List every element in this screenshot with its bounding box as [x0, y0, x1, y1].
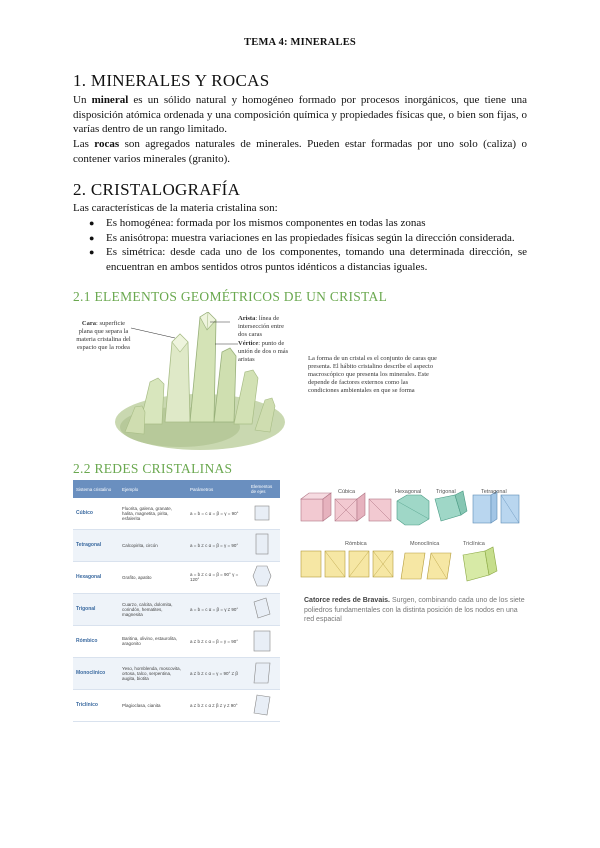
- cubic-lattice: [301, 493, 391, 521]
- hexagonal-lattice: [397, 495, 429, 525]
- lattice-label: Hexagonal: [395, 489, 422, 495]
- lattice-label: Rómbica: [345, 541, 367, 547]
- axes-diagram: [248, 689, 280, 721]
- document-title: TEMA 4: MINERALES: [244, 37, 356, 48]
- axes-diagram: [248, 625, 280, 657]
- tetragonal-lattice: [473, 491, 519, 523]
- table-row: Hexagonal Grafito, apatito a = b ≠ c α = β = 90° γ = 120°: [73, 561, 280, 593]
- lattice-label: Tetragonal: [481, 489, 507, 495]
- monoclinic-lattice: [401, 553, 451, 579]
- bravais-caption: Catorce redes de Bravais. Surgen, combinando cada uno de los siete poliedros fundamentales con la distinta posición de los nodos en una red espacial: [304, 597, 525, 623]
- triclinic-lattice: [463, 547, 497, 581]
- lattice-label: Cúbica: [338, 489, 356, 495]
- table-row: Cúbico Fluorita, galena, granate, halita, magnetita, pirita, esfalerita a = b = c α = β = γ = 90°: [73, 498, 280, 529]
- crystal-form-note: La forma de un cristal es el conjunto de caras que presenta. El hábito cristalino describe el aspecto macroscópico que presenta los minerales. Este depende de factores externos como las condiciones ambientales en que se forma: [308, 355, 437, 394]
- face-annotation: Cara: superficie plana que separa la materia cristalina del espacio que la rodea: [76, 320, 131, 351]
- lattice-label: Triclínica: [463, 541, 485, 547]
- axes-diagram: [248, 561, 280, 593]
- axes-diagram: [248, 657, 280, 689]
- section-2-intro: Las características de la materia cristalina son:: [73, 202, 278, 214]
- bullet-icon: ●: [89, 247, 95, 257]
- rock-definition: Las rocas son agregados naturales de minerales. Pueden estar formadas por uno solo (caliza) o contener varios minerales (granito).: [73, 138, 527, 165]
- table-header-row: [73, 480, 280, 498]
- orthorhombic-lattice: [301, 551, 393, 577]
- lattice-label: Trigonal: [436, 489, 456, 495]
- section-1-heading: 1. MINERALES Y ROCAS: [73, 71, 270, 90]
- bravais-lattices-figure: [297, 485, 527, 595]
- bullet-icon: ●: [89, 218, 95, 228]
- crystal-systems-table: [73, 480, 280, 722]
- table-row: Triclínico Plagioclasa, cianita a ≠ b ≠ c α ≠ β ≠ γ ≠ 90°: [73, 689, 280, 721]
- section-2-1-heading: 2.1 ELEMENTOS GEOMÉTRICOS DE UN CRISTAL: [73, 289, 388, 304]
- table-row: Monoclínico Yeso, hornblenda, moscovita, ortosa, talco, serpentina, augita, biotita a ≠ b ≠ c α = γ = 90° ≠ β: [73, 657, 280, 689]
- mineral-term: mineral: [91, 94, 129, 106]
- lattice-label: Monoclínica: [410, 541, 440, 547]
- table-header: Parámetros: [187, 480, 248, 498]
- axes-diagram: [248, 529, 280, 561]
- table-row: Tetragonal Calcopirita, circón a = b ≠ c α = β = γ = 90°: [73, 529, 280, 561]
- list-item: ● Es homogénea: formada por los mismos componentes en todas las zonas: [89, 217, 426, 229]
- axes-diagram: [248, 593, 280, 625]
- mineral-definition: Un mineral es un sólido natural y homogéneo formado por procesos inorgánicos, que tiene una disposición atómica ordenada y una composición química y propiedades físicas que, o bien son fijas, o varías dentro de un rango limitado.: [73, 94, 527, 135]
- bullet-icon: ●: [89, 232, 95, 243]
- rock-term: rocas: [94, 138, 120, 150]
- vertex-annotation: Vértice: punto de unión de dos o más aristas: [238, 340, 289, 363]
- trigonal-lattice: [435, 491, 467, 521]
- section-2-2-heading: 2.2 REDES CRISTALINAS: [73, 461, 233, 476]
- table-header: Sistema cristalino: [73, 480, 119, 498]
- table-header: Elementos de ejes: [248, 480, 280, 498]
- axes-diagram: [248, 498, 280, 529]
- edge-annotation: Arista: línea de intersección entre dos caras: [238, 315, 285, 338]
- section-2-heading: 2. CRISTALOGRAFÍA: [73, 180, 241, 199]
- table-row: Trigonal Cuarzo, calcita, dolomita, corindón, hematites, magnesita a = b = c α = β = γ ≠ 90°: [73, 593, 280, 625]
- list-item: ● Es anisótropa: muestra variaciones en las propiedades físicas según la dirección considerada.: [89, 231, 515, 244]
- table-row: Rómbico Baritina, olivino, estaurolita, aragonito a ≠ b ≠ c α = β = γ = 90°: [73, 625, 280, 657]
- list-item: ● Es simétrica: desde cada uno de los componentes, tomando una determinada dirección, se encuentran en ambos sentidos otros puntos idénticos a distancias iguales.: [89, 246, 527, 273]
- table-header: Ejemplo: [119, 480, 187, 498]
